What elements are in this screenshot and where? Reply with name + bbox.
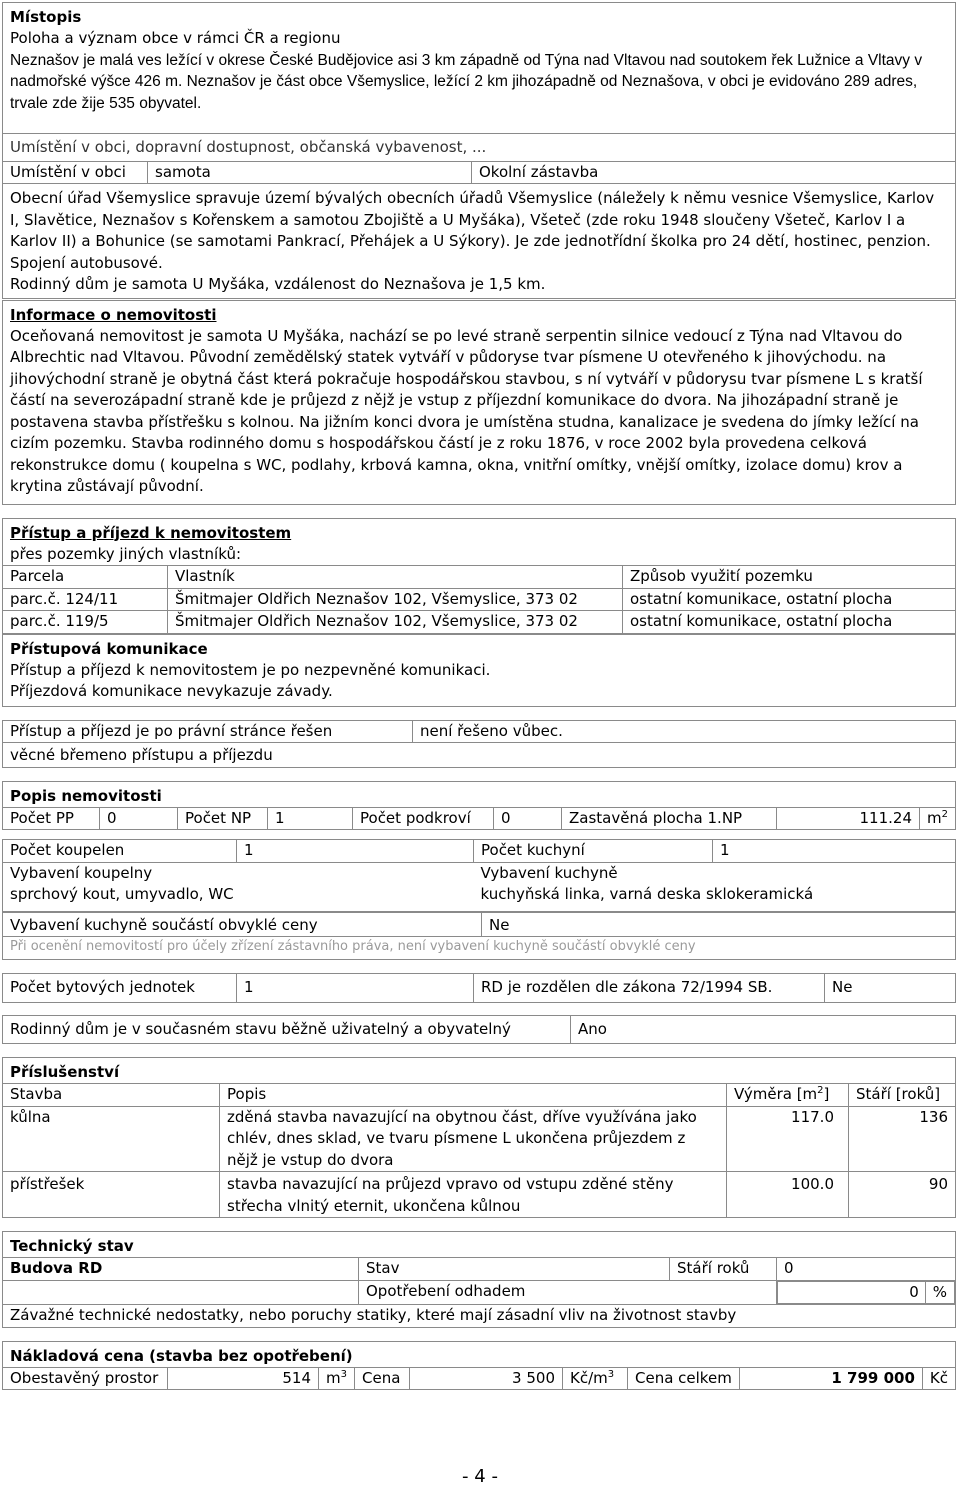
pp-value: 0 xyxy=(100,807,178,829)
celkem-value: 1 799 000 xyxy=(739,1367,922,1389)
vady-label: Závažné technické nedostatky, nebo poruchy statiky, které mají zásadní vliv na životnost stavby xyxy=(10,1306,737,1324)
vzdalenost-text: Rodinný dům je samota U Myšáka, vzdálenost do Neznašova je 1,5 km. xyxy=(10,275,546,293)
table-row xyxy=(3,1106,955,1172)
celkem-label: Cena celkem xyxy=(628,1367,740,1389)
mistopis-text: Neznašov je malá ves ležící v okrese České Budějovice asi 3 km západně od Týna nad Vltavou nad soutokem řek Lužnice a Vltavy v nadmořské výšce 426 m. Neznašov je část obce Všemyslice, ležící 2 km jihozápadně od Neznašova, v obci je evidováno 289 adres, trvale zde žije 535 obyvatel. xyxy=(10,51,923,112)
header-stavba: Stavba xyxy=(3,1084,220,1107)
kuchyni-label: Počet kuchyní xyxy=(474,840,713,863)
stari-value: 0 xyxy=(777,1258,956,1281)
mistopis-title: Místopis xyxy=(10,8,82,26)
informace-title: Informace o nemovitosti xyxy=(10,305,217,324)
parcely-header: Parcela xyxy=(3,566,168,589)
umisteni-table xyxy=(3,161,955,185)
popis-counts-table xyxy=(3,807,955,830)
bremeno-label: věcné břemeno přístupu a příjezdu xyxy=(10,746,273,764)
kuchyne-ceny-table xyxy=(3,912,955,938)
header-vymera xyxy=(727,1084,849,1107)
cena-label: Cena xyxy=(355,1367,410,1389)
stav-table xyxy=(3,1016,955,1044)
cena-unit-sup: 3 xyxy=(607,1368,615,1380)
popis-title: Popis nemovitosti xyxy=(10,786,162,805)
prostor-unit-sup: 3 xyxy=(340,1368,347,1380)
stavba-cell: přístřešek xyxy=(3,1172,220,1218)
technicky-table xyxy=(3,1257,955,1327)
umisteni-label: Umístění v obci xyxy=(3,161,148,184)
prostor-unit xyxy=(319,1367,355,1389)
stav-value: Ano xyxy=(578,1019,607,1038)
table-row xyxy=(3,1172,955,1218)
umisteni-value: samota xyxy=(148,161,472,184)
table-row xyxy=(3,588,955,611)
parcela-cell: parc.č. 119/5 xyxy=(3,611,168,633)
prostor-label: Obestavěný prostor xyxy=(3,1367,168,1389)
plocha-unit-text: m xyxy=(927,808,942,827)
kuchyne-note: Při ocenění nemovitostí pro účely zřízení zástavního práva, není vybavení kuchyně součástí obvyklé ceny xyxy=(10,939,696,954)
prislusenstvi-title: Příslušenství xyxy=(10,1063,120,1081)
kuchyne-ceny-label: Vybavení kuchyně součástí obvyklé ceny xyxy=(3,912,482,937)
stav-label: Rodinný dům je v současném stavu běžně uživatelný a obyvatelný xyxy=(3,1016,571,1044)
stari-cell: 90 xyxy=(849,1172,956,1218)
umisteni-heading: Umístění v obci, dopravní dostupnost, občanská vybavenost, ... xyxy=(10,138,487,156)
naklady-table xyxy=(3,1367,955,1390)
opotrebeni-label: Opotřebení odhadem xyxy=(359,1280,777,1305)
vyuziti-cell: ostatní komunikace, ostatní plocha xyxy=(623,611,956,633)
technicky-empty-cell xyxy=(3,1280,359,1305)
stav-section xyxy=(2,1015,956,1045)
jednotky-section xyxy=(2,973,956,1003)
opotrebeni-value: 0 xyxy=(778,1281,926,1304)
cena-unit xyxy=(563,1367,628,1389)
parcely-header-row xyxy=(3,566,955,589)
jednotky-table xyxy=(3,974,955,1002)
header-vymera-end: ] xyxy=(823,1085,830,1103)
prostor-unit-text: m xyxy=(326,1368,341,1387)
umisteni-section xyxy=(2,134,956,299)
prislusenstvi-header-row xyxy=(3,1084,955,1107)
pristup-subheading: přes pozemky jiných vlastníků: xyxy=(10,544,242,563)
vybaveni-section xyxy=(2,839,956,912)
komunikace-line1: Přístup a příjezd k nemovitostem je po nezpevněné komunikaci. xyxy=(10,660,491,679)
jednotek-value: 1 xyxy=(237,974,474,1002)
pristup-section xyxy=(2,518,956,634)
vlastnik-cell: Šmitmajer Oldřich Neznašov 102, Všemyslice, 373 02 xyxy=(168,588,623,611)
vymera-cell: 100.0 xyxy=(727,1172,849,1218)
popis-section xyxy=(2,781,956,831)
plocha-value: 111.24 xyxy=(777,807,920,829)
vyb-kuchyne-label: Vybavení kuchyně xyxy=(480,863,618,882)
np-value: 1 xyxy=(268,807,353,829)
page-number: - 4 - xyxy=(462,1466,498,1487)
vybaveni-table xyxy=(3,839,955,911)
informace-section xyxy=(2,300,956,505)
obec-text: Obecní úřad Všemyslice spravuje území bývalých obecních úřadů Všemyslice (náležely k němu vesnice Všemyslice, Karlov I, Slavětice, Neznašov s Kořenskem a samotou Zbojiště a U Myšáka), Všeteč (zde roku 1948 sloučeny Všeteč, Karlov I a Karlov II) a Bohunice (se samotami Pankrací, Přehájek a U Sýkory). Je zde jednotřídní školka pro 24 dětí, hostinec, penzion. Spojení autobusové. xyxy=(10,189,935,272)
plocha-unit-sup: 2 xyxy=(941,808,948,820)
cena-unit-text: Kč/m xyxy=(570,1368,608,1387)
pravni-label: Přístup a příjezd je po právní stránce řešen xyxy=(3,721,413,743)
vyb-koupelny-value: sprchový kout, umyvadlo, WC xyxy=(10,885,234,903)
vyuziti-cell: ostatní komunikace, ostatní plocha xyxy=(623,588,956,611)
stavba-cell: kůlna xyxy=(3,1106,220,1172)
stari-label: Stáří roků xyxy=(670,1258,777,1281)
mistopis-section xyxy=(2,2,956,134)
pristup-title: Přístup a příjezd k nemovitostem xyxy=(10,523,292,542)
document-page xyxy=(2,2,956,1403)
naklady-section xyxy=(2,1341,956,1391)
opotrebeni-inner xyxy=(777,1281,955,1305)
np-label: Počet NP xyxy=(178,807,268,829)
prislusenstvi-section xyxy=(2,1057,956,1218)
informace-text: Oceňovaná nemovitost je samota U Myšáka, nachází se po levé straně serpentin silnice vedoucí z Týna nad Vltavou do Albrechtic nad Vltavou. Původní zemědělský statek vytváří v půdoryse tvar písmene U otevřeného k jihovýchodu. na jihovýchodní straně je obytná část která pokračuje hospodářskou stavbou, s ní vytváří v půdorysu tvar písmene L s kratší částí na severozápadní straně kde je průjezd z nějž je vstup z příjezdní komunikace do dvora. Na jihozápadní straně je postavena stavba přístřešku s kolnou. Na jižním konci dvora je umístěna studna, kanalizace je svedena do jímky ležící na cizím pozemku. Stavba rodinného domu s hospodářskou částí je z roku 1876, v roce 2002 byla provedena celková rekonstrukce domu ( koupelna s WC, podlahy, krbová kamna, okna, vnitřní omítky, vnější omítky, izolace domu) krov a krytina zůstávají původní. xyxy=(10,326,923,495)
popis-cell: zděná stavba navazující na obytnou část, dříve využívána jako chlév, dnes sklad, ve tvaru písmene L ukončena průjezdem z nějž je vstup do dvora xyxy=(220,1106,727,1172)
header-vymera-sup: 2 xyxy=(817,1085,824,1096)
naklady-title: Nákladová cena (stavba bez opotřebení) xyxy=(10,1346,353,1365)
technicky-section xyxy=(2,1231,956,1328)
rozdelen-label: RD je rozdělen dle zákona 72/1994 SB. xyxy=(474,974,825,1002)
header-vymera-text: Výměra [m xyxy=(734,1085,818,1103)
prislusenstvi-table xyxy=(3,1083,955,1217)
opotrebeni-unit: % xyxy=(925,1281,954,1304)
table-row xyxy=(3,611,955,633)
jednotek-label: Počet bytových jednotek xyxy=(10,978,195,996)
pravni-table xyxy=(3,721,955,767)
prostor-value: 514 xyxy=(168,1367,319,1389)
plocha-label: Zastavěná plocha 1.NP xyxy=(562,807,777,829)
popis-cell: stavba navazující na průjezd vpravo od vstupu zděné stěny střecha vlnitý eternit, ukončena kůlnou xyxy=(220,1172,727,1218)
cena-value: 3 500 xyxy=(410,1367,563,1389)
header-stari: Stáří [roků] xyxy=(849,1084,956,1107)
parcela-cell: parc.č. 124/11 xyxy=(3,588,168,611)
pravni-value: není řešeno vůbec. xyxy=(413,721,956,743)
parcely-table xyxy=(3,565,955,633)
opotrebeni-cell xyxy=(777,1280,956,1305)
stari-cell: 136 xyxy=(849,1106,956,1172)
technicky-title: Technický stav xyxy=(10,1237,134,1255)
rozdelen-value: Ne xyxy=(832,978,853,996)
koupelen-label: Počet koupelen xyxy=(3,840,237,863)
kuchyne-ceny-value: Ne xyxy=(482,912,956,937)
podkrovi-value: 0 xyxy=(494,807,562,829)
celkem-unit: Kč xyxy=(922,1367,955,1389)
vymera-cell: 117.0 xyxy=(727,1106,849,1172)
mistopis-subheading: Poloha a význam obce v rámci ČR a regionu xyxy=(10,29,341,47)
vlastnik-cell: Šmitmajer Oldřich Neznašov 102, Všemyslice, 373 02 xyxy=(168,611,623,633)
stav-cell-label: Stav xyxy=(359,1258,670,1281)
komunikace-line2: Příjezdová komunikace nevykazuje závady. xyxy=(10,682,333,700)
komunikace-title: Přístupová komunikace xyxy=(10,639,208,658)
plocha-unit xyxy=(920,807,956,829)
vyb-kuchyne-value: kuchyňská linka, varná deska sklokeramická xyxy=(480,885,814,903)
kuchyni-value: 1 xyxy=(713,840,956,863)
komunikace-section xyxy=(2,634,956,707)
header-popis: Popis xyxy=(220,1084,727,1107)
vyb-koupelny-label: Vybavení koupelny xyxy=(10,863,153,882)
zastavba-label: Okolní zástavba xyxy=(472,161,956,184)
pravni-section xyxy=(2,720,956,768)
budova-label: Budova RD xyxy=(3,1258,359,1281)
parcely-header: Způsob využití pozemku xyxy=(623,566,956,589)
podkrovi-label: Počet podkroví xyxy=(353,807,494,829)
pp-label: Počet PP xyxy=(3,807,100,829)
koupelen-value: 1 xyxy=(237,840,474,863)
kuchyne-ceny-section xyxy=(2,912,956,961)
parcely-header: Vlastník xyxy=(168,566,623,589)
